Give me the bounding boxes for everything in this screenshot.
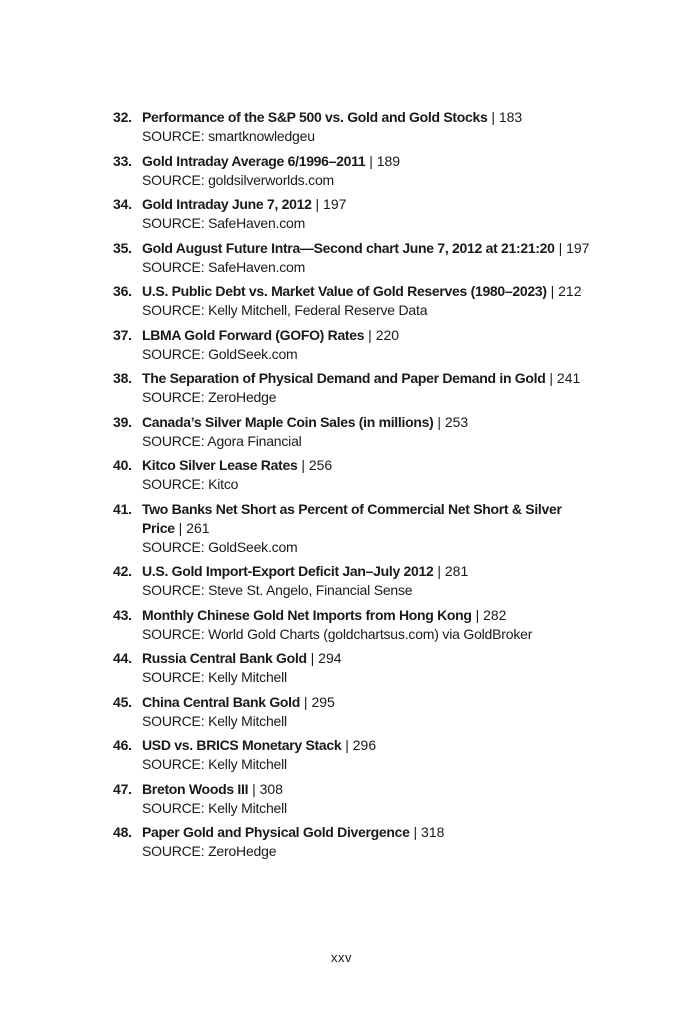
entry-page: 294 <box>318 650 342 666</box>
entry-number: 39. <box>113 413 132 430</box>
entry-separator: | <box>252 780 256 797</box>
entry-page: 189 <box>376 152 401 169</box>
entry-number: 37. <box>113 326 132 343</box>
entry-source: SOURCE: Kelly Mitchell <box>142 756 287 772</box>
entry-title: USD vs. BRICS Monetary Stack <box>142 737 342 753</box>
entry-number: 34. <box>113 196 132 212</box>
entry-number: 45. <box>113 693 132 710</box>
entry-separator: | <box>178 519 183 536</box>
entry-separator: | <box>369 152 373 169</box>
entry-separator: | <box>558 239 563 256</box>
entry-source: SOURCE: Kelly Mitchell <box>142 669 287 685</box>
entry-page: 261 <box>186 519 210 536</box>
entry-source: SOURCE: ZeroHedge <box>142 389 277 405</box>
entry-number: 33. <box>113 152 132 169</box>
entry-number: 47. <box>113 780 132 797</box>
list-entry <box>113 649 593 687</box>
entry-title: Gold August Future Intra—Second chart June 7, 2012 at 21:21:20 <box>142 239 555 256</box>
entry-source: SOURCE: smartknowledgeu <box>142 128 315 144</box>
list-entry <box>113 108 593 146</box>
list-entry <box>113 282 593 320</box>
entry-separator: | <box>475 606 480 623</box>
list-entry <box>113 326 593 364</box>
entry-title: Canada’s Silver Maple Coin Sales (in millions) <box>142 413 434 430</box>
entry-page: 241 <box>556 370 581 386</box>
entry-title: Breton Woods III <box>142 780 249 797</box>
entry-page: 253 <box>444 413 469 430</box>
list-entry <box>113 606 593 644</box>
entry-page: 212 <box>558 283 582 299</box>
entry-source: SOURCE: GoldSeek.com <box>142 538 298 555</box>
entry-number: 42. <box>113 563 132 579</box>
entry-separator: | <box>437 563 441 579</box>
list-entry <box>113 693 593 731</box>
entry-page: 296 <box>352 737 377 753</box>
list-entry <box>113 780 593 818</box>
list-entry <box>113 195 593 233</box>
entry-source: SOURCE: goldsilverworlds.com <box>142 171 335 188</box>
entry-number: 44. <box>113 650 132 666</box>
entry-number: 43. <box>113 606 132 623</box>
entry-page: 197 <box>566 239 590 256</box>
entry-source: SOURCE: SafeHaven.com <box>142 215 306 231</box>
list-entry <box>113 736 593 774</box>
entry-number: 35. <box>113 239 132 256</box>
entry-source: SOURCE: Steve St. Angelo, Financial Sense <box>142 582 413 598</box>
entry-separator: | <box>368 326 372 343</box>
entry-separator: | <box>303 693 308 710</box>
entry-title: Performance of the S&P 500 vs. Gold and Gold Stocks <box>142 109 488 125</box>
entry-separator: | <box>315 196 320 212</box>
entry-title: U.S. Gold Import-Export Deficit Jan–July 2012 <box>142 563 434 579</box>
entry-source: SOURCE: Kelly Mitchell, Federal Reserve Data <box>142 302 428 318</box>
entry-number: 38. <box>113 370 132 386</box>
page-number-footer: xxv <box>331 950 352 965</box>
entry-page: 295 <box>311 693 335 710</box>
entry-title: Gold Intraday June 7, 2012 <box>142 196 312 212</box>
entry-separator: | <box>550 283 555 299</box>
entry-source: SOURCE: Agora Financial <box>142 432 302 449</box>
entry-title: U.S. Public Debt vs. Market Value of Gold Reserves (1980–2023) <box>142 283 547 299</box>
entry-separator: | <box>310 650 315 666</box>
entry-number: 48. <box>113 824 132 840</box>
entry-source: SOURCE: World Gold Charts (goldchartsus.com) via GoldBroker <box>142 625 533 642</box>
entry-title: Two Banks Net Short as Percent of Commercial Net Short & Silver Price <box>142 500 562 536</box>
entry-number: 36. <box>113 283 132 299</box>
list-entry <box>113 369 593 407</box>
entry-title: Gold Intraday Average 6/1996–2011 <box>142 152 366 169</box>
entry-source: SOURCE: ZeroHedge <box>142 843 277 859</box>
entry-page: 220 <box>375 326 400 343</box>
entry-source: SOURCE: SafeHaven.com <box>142 258 306 275</box>
list-entry <box>113 823 593 861</box>
entry-title: Russia Central Bank Gold <box>142 650 307 666</box>
list-entry <box>113 562 593 600</box>
entry-number: 46. <box>113 737 132 753</box>
entry-page: 308 <box>259 780 283 797</box>
entry-title: Kitco Silver Lease Rates <box>142 457 298 473</box>
entry-source: SOURCE: Kitco <box>142 476 239 492</box>
entry-source: SOURCE: GoldSeek.com <box>142 345 298 362</box>
entry-page: 281 <box>444 563 469 579</box>
list-entry <box>113 239 593 277</box>
entry-separator: | <box>413 824 418 840</box>
entry-title: The Separation of Physical Demand and Paper Demand in Gold <box>142 370 546 386</box>
entry-page: 318 <box>421 824 445 840</box>
entry-page: 197 <box>323 196 347 212</box>
entry-title: LBMA Gold Forward (GOFO) Rates <box>142 326 365 343</box>
entry-title: China Central Bank Gold <box>142 693 301 710</box>
list-entry <box>113 500 593 557</box>
entry-title: Paper Gold and Physical Gold Divergence <box>142 824 410 840</box>
entry-separator: | <box>491 109 495 125</box>
entry-number: 41. <box>113 500 132 517</box>
entry-page: 282 <box>483 606 507 623</box>
figure-list <box>113 108 593 867</box>
entry-title: Monthly Chinese Gold Net Imports from Hong Kong <box>142 606 472 623</box>
entry-number: 40. <box>113 457 132 473</box>
entry-separator: | <box>345 737 349 753</box>
entry-separator: | <box>549 370 554 386</box>
list-entry <box>113 152 593 190</box>
entry-separator: | <box>437 413 441 430</box>
entry-page: 256 <box>308 457 333 473</box>
entry-source: SOURCE: Kelly Mitchell <box>142 799 287 816</box>
entry-separator: | <box>301 457 305 473</box>
entry-number: 32. <box>113 109 132 125</box>
list-entry <box>113 456 593 494</box>
entry-source: SOURCE: Kelly Mitchell <box>142 712 287 729</box>
entry-page: 183 <box>498 109 523 125</box>
list-entry <box>113 413 593 451</box>
